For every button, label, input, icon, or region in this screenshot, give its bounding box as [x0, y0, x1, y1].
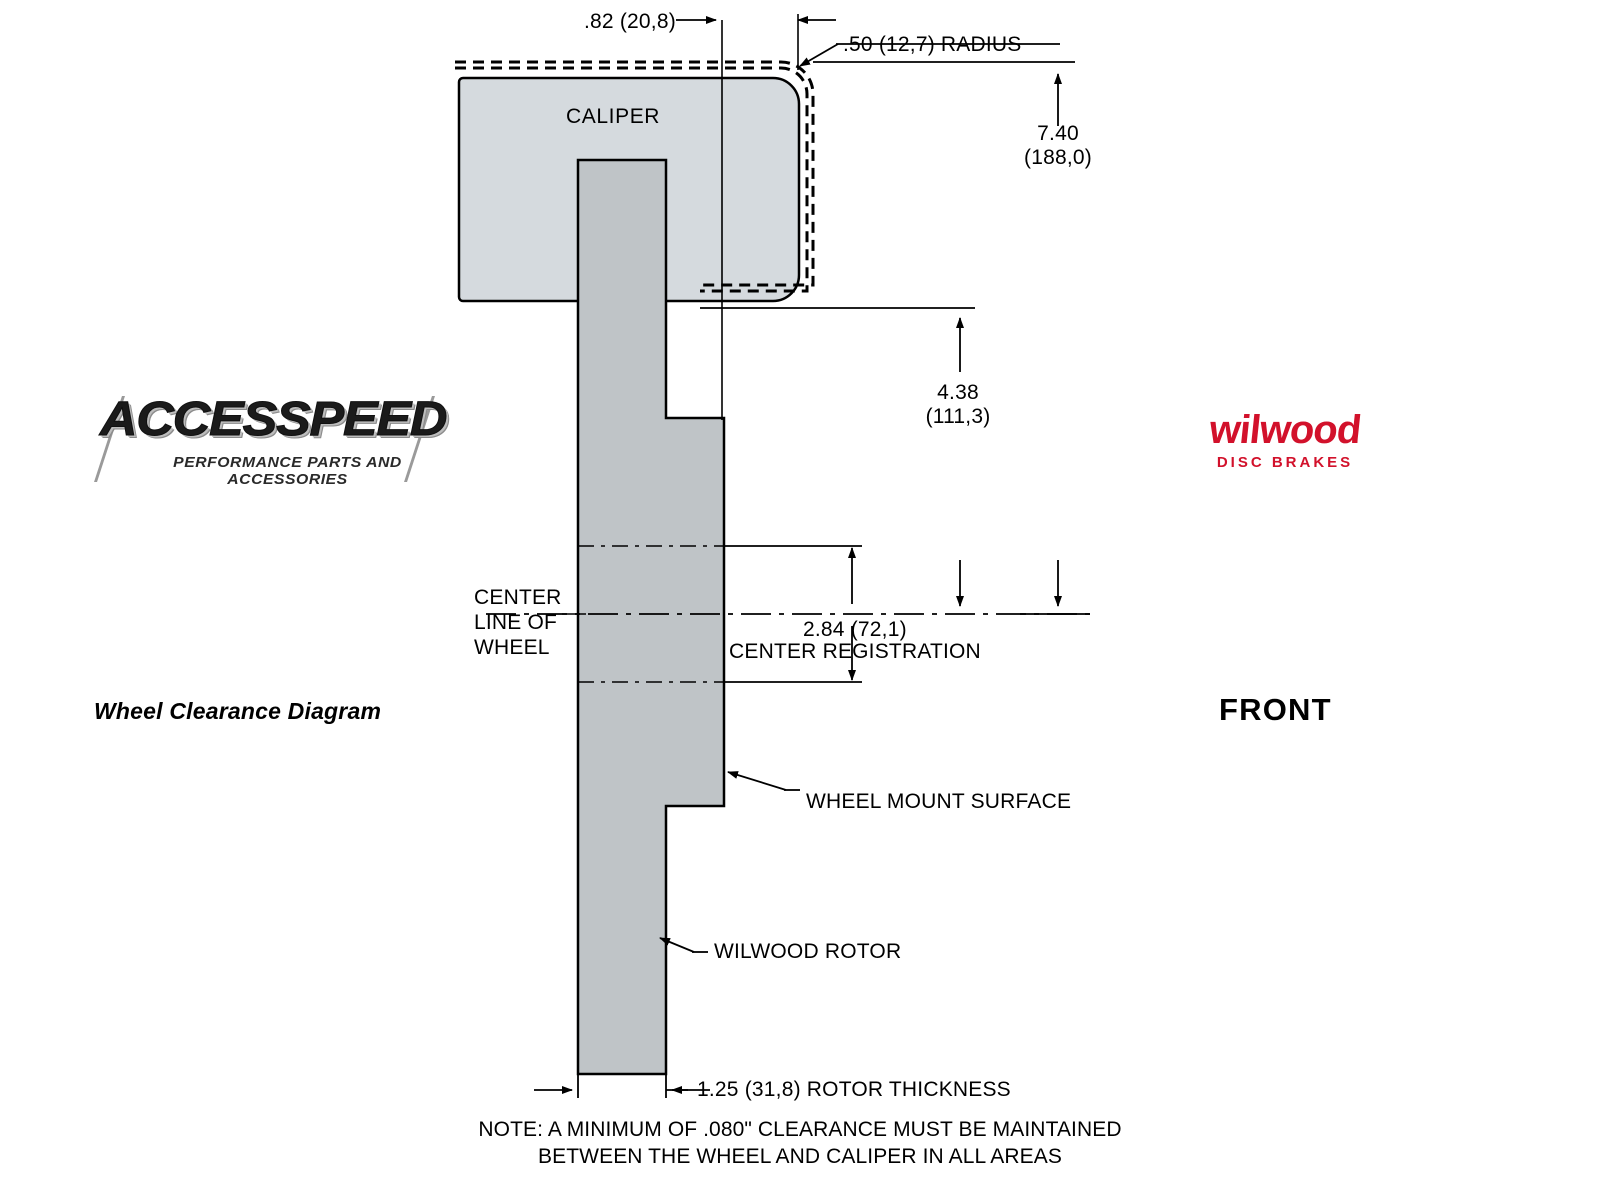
center-line-label-line3: WHEEL [474, 636, 550, 659]
wilwood-logo [1185, 408, 1385, 486]
accesspeed-logo-tagline: PERFORMANCE PARTS AND ACCESSORIES [173, 454, 402, 488]
diagram-title: Wheel Clearance Diagram [94, 698, 382, 724]
dim-rotor-thickness [534, 1074, 710, 1098]
wilwood-logo-tagline: DISC BRAKES [1216, 454, 1354, 471]
accesspeed-logo [100, 392, 450, 497]
center-line-label-line2: LINE OF [474, 611, 558, 634]
center-registration-label: CENTER REGISTRATION [729, 640, 981, 663]
caliper-label: CALIPER [566, 105, 661, 128]
dim-caliper-offset-label: .82 (20,8) [584, 10, 676, 33]
dim-caliper-height [700, 308, 975, 606]
dim-overall-height-value: 7.40 [1037, 122, 1079, 145]
dim-corner-radius-label: .50 (12,7) RADIUS [843, 33, 1022, 56]
dim-center-registration-value: 2.84 (72,1) [803, 618, 907, 641]
dim-rotor-thickness-label: 1.25 (31,8) ROTOR THICKNESS [697, 1078, 1011, 1101]
orientation-label: FRONT [1219, 692, 1332, 727]
dim-overall-height-metric: (188,0) [1024, 146, 1092, 169]
dim-caliper-height-value: 4.38 [937, 381, 979, 404]
wheel-mount-surface-label: WHEEL MOUNT SURFACE [806, 790, 1072, 813]
leader-wheel-mount-surface [728, 772, 800, 790]
center-line-label-line1: CENTER [474, 586, 562, 609]
note-line-1: NOTE: A MINIMUM OF .080" CLEARANCE MUST BE MAINTAINED [478, 1118, 1122, 1141]
wilwood-rotor-label: WILWOOD ROTOR [714, 940, 902, 963]
wilwood-logo-name: wilwood [1207, 408, 1363, 452]
note-line-2: BETWEEN THE WHEEL AND CALIPER IN ALL AREAS [538, 1145, 1062, 1168]
accesspeed-logo-name: ACCESSPEED [100, 393, 447, 446]
dim-caliper-height-metric: (111,3) [925, 405, 991, 428]
